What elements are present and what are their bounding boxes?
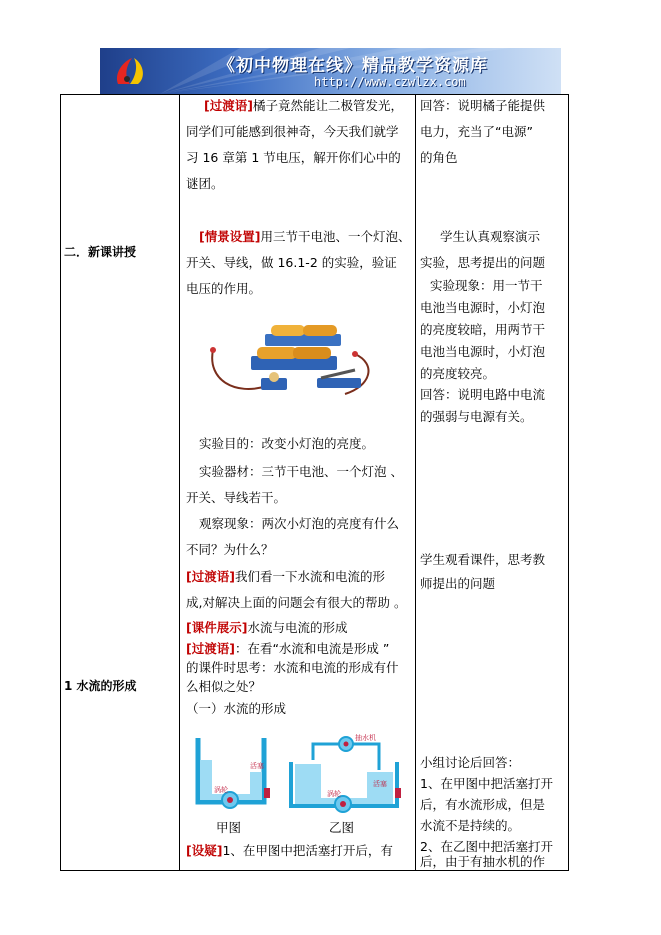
- group-discussion: 后，有水流形成，但是: [420, 797, 546, 812]
- text-line: 1、在甲图中把活塞打开后，有: [222, 843, 393, 858]
- water-flow-figure-a: [184, 732, 278, 814]
- column-divider-2: [415, 95, 416, 870]
- column-divider-1: [179, 95, 180, 870]
- section-title-new-lesson: 二．新课讲授: [64, 245, 137, 259]
- group-discussion: 2、在乙图中把活塞打开: [420, 839, 553, 854]
- subsection-title: （一）水流的形成: [186, 701, 287, 716]
- experiment-aim: 实验目的：改变小灯泡的亮度。: [199, 436, 375, 451]
- battery-circuit-illustration: [205, 320, 380, 408]
- text-line: 开关、导线若干。: [186, 490, 287, 505]
- observe-phenomenon: 观察现象：两次小灯泡的亮度有什么: [199, 516, 400, 531]
- student-activity: 实验，思考提出的问题: [420, 255, 546, 270]
- text-line: 谜团。: [186, 176, 224, 191]
- tag-transition: [过渡语]: [186, 641, 235, 656]
- answer-text: 回答：说明电路中电流: [420, 387, 546, 402]
- text-line: 我们看一下水流和电流的形: [234, 569, 385, 584]
- text-line: 开关、导线，做 16.1-2 的实验，验证: [186, 255, 397, 270]
- group-discussion: 1、在甲图中把活塞打开: [420, 776, 553, 791]
- para-transition-3: [186, 640, 389, 658]
- para-transition-1: [204, 94, 403, 118]
- answer-text: 电力，充当了“电源”: [420, 124, 533, 139]
- answer-text: 的强弱与电源有关。: [420, 409, 533, 424]
- text-line: 水流与电流的形成: [247, 620, 348, 635]
- para-transition-2: [186, 565, 385, 589]
- group-discussion: 后，由于有抽水机的作: [420, 854, 546, 869]
- section-title-water-flow: 1 水流的形成: [64, 679, 137, 693]
- text-line: 的课件时思考：水流和电流的形成有什: [186, 660, 399, 675]
- banner-title: 《初中物理在线》精品教学资源库: [218, 56, 488, 76]
- experiment-equipment: 实验器材：三节干电池、一个灯泡 、: [199, 464, 403, 479]
- text-line: 同学们可能感到很神奇，今天我们就学: [186, 124, 399, 139]
- logo-icon: [112, 54, 148, 88]
- experiment-observation: 电池当电源时，小灯泡: [420, 344, 546, 359]
- group-discussion: 水流不是持续的。: [420, 818, 521, 833]
- experiment-observation: 的亮度较暗，用两节干: [420, 322, 546, 337]
- answer-text: 回答：说明橘子能提供: [420, 98, 546, 113]
- text-line: 电压的作用。: [186, 281, 262, 296]
- text-line: 么相似之处？: [186, 679, 262, 694]
- tag-scene-setup: [情景设置]: [199, 229, 261, 244]
- figure-b-caption: 乙图: [329, 820, 355, 835]
- experiment-observation: 实验现象：用一节干: [430, 278, 543, 293]
- tag-transition: [过渡语]: [186, 569, 235, 584]
- text-line: 成,对解决上面的问题会有很大的帮助 。: [186, 595, 407, 610]
- text-line: 习 16 章第 1 节电压，解开你们心中的: [186, 150, 401, 165]
- student-activity: 学生观看课件，思考教: [420, 552, 546, 567]
- tag-transition: [过渡语]: [204, 98, 253, 113]
- experiment-observation: 的亮度较亮。: [420, 366, 496, 381]
- text-line: 用三节干电池、一个灯泡、: [260, 229, 411, 244]
- pump-label: 抽水机: [355, 734, 376, 742]
- figure-a-caption: 甲图: [216, 820, 242, 835]
- experiment-observation: 电池当电源时，小灯泡: [420, 300, 546, 315]
- tag-courseware: [课件展示]: [186, 620, 248, 635]
- para-question: [186, 840, 393, 862]
- text-line: 不同？为什么？: [186, 542, 274, 557]
- text-line: 橘子竟然能让二极管发光，: [252, 98, 403, 113]
- tag-question: [设疑]: [186, 843, 223, 858]
- valve-label: 活塞: [373, 780, 387, 788]
- para-courseware: [186, 616, 347, 640]
- turbine-label: 涡轮: [214, 786, 228, 794]
- answer-text: 的角色: [420, 150, 458, 165]
- banner-url: http://www.czwlzx.com: [314, 75, 466, 89]
- student-activity: 学生认真观察演示: [440, 229, 541, 244]
- student-activity: 师提出的问题: [420, 576, 496, 591]
- water-flow-figure-b: [287, 730, 405, 814]
- para-scene-setup: [199, 225, 410, 249]
- group-discussion: 小组讨论后回答：: [420, 755, 521, 770]
- valve-label: 活塞: [250, 762, 264, 770]
- header-banner: [100, 48, 561, 94]
- turbine-label: 涡轮: [327, 790, 341, 798]
- text-line: ：在看“水流和电流是形成 ”: [234, 641, 390, 656]
